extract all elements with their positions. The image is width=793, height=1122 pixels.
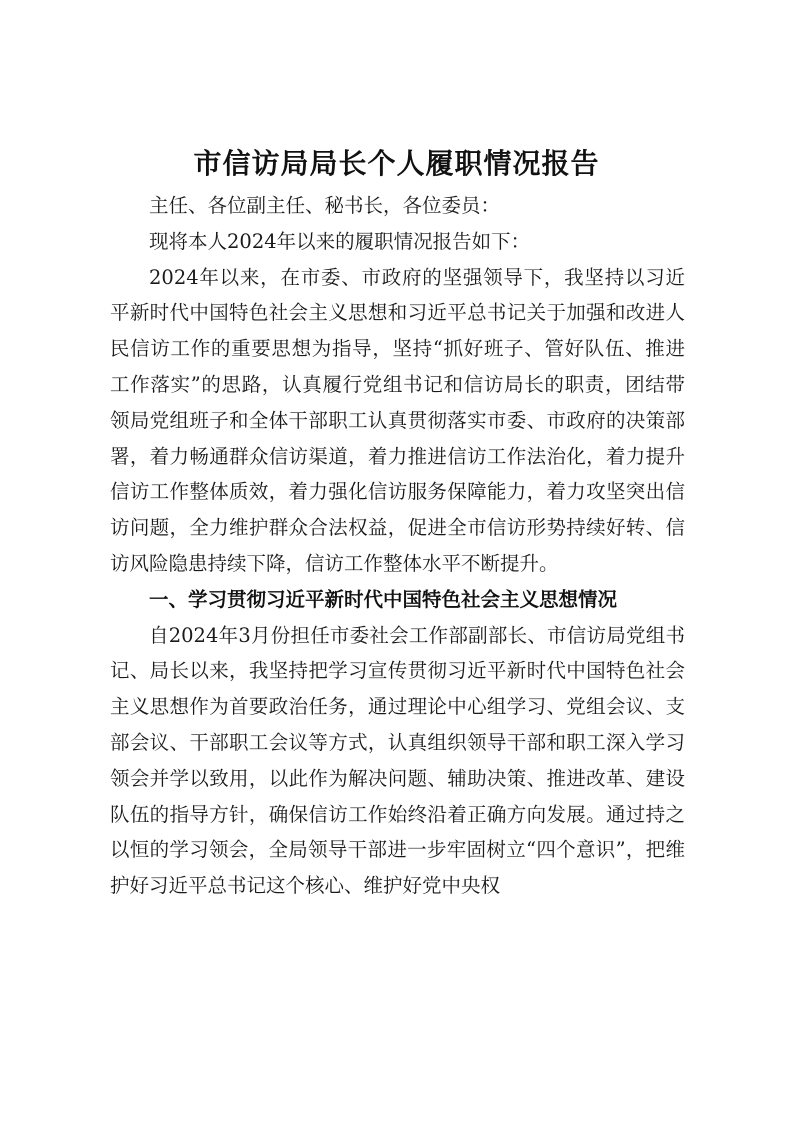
- salutation: 主任、各位副主任、秘书长，各位委员：: [149, 194, 501, 217]
- body-paragraph-2: 自2024年3月份担任市委社会工作部副部长、市信访局党组书记、局长以来，我坚持把学习宣传贯彻习近平新时代中国特色社会主义思想作为首要政治任务，通过理论中心组学习、党组会议、支部会议、干部职工会议等方式，认真组织领导干部和职工深入学习领会并学以致用，以此作为解决问题、辅助决策、推进改革、建设队伍的指导方针，确保信访工作始终沿着正确方向发展。通过持之以恒的学习领会，全局领导干部进一步牢固树立“四个意识”，把维护好习近平总书记这个核心、维护好党中央权: [110, 623, 685, 898]
- section-heading-1: 一、学习贯彻习近平新时代中国特色社会主义思想情况: [149, 587, 618, 611]
- intro-paragraph: 现将本人2024年以来的履职情况报告如下：: [149, 229, 531, 253]
- document-title: 市信访局局长个人履职情况报告: [193, 147, 600, 180]
- body-paragraph-1: 2024年以来，在市委、市政府的坚强领导下，我坚持以习近平新时代中国特色社会主义思想和习近平总书记关于加强和改进人民信访工作的重要思想为指导，坚持“抓好班子、管好队伍、推进工作落实”的思路，认真履行党组书记和信访局长的职责，团结带领局党组班子和全体干部职工认真贯彻落实市委、市政府的决策部署，着力畅通群众信访渠道，着力推进信访工作法治化，着力提升信访工作整体质效，着力强化信访服务保障能力，着力攻坚突出信访问题，全力维护群众合法权益，促进全市信访形势持续好转、信访风险隐患持续下降，信访工作整体水平不断提升。: [110, 265, 685, 575]
- document-body: [110, 188, 685, 904]
